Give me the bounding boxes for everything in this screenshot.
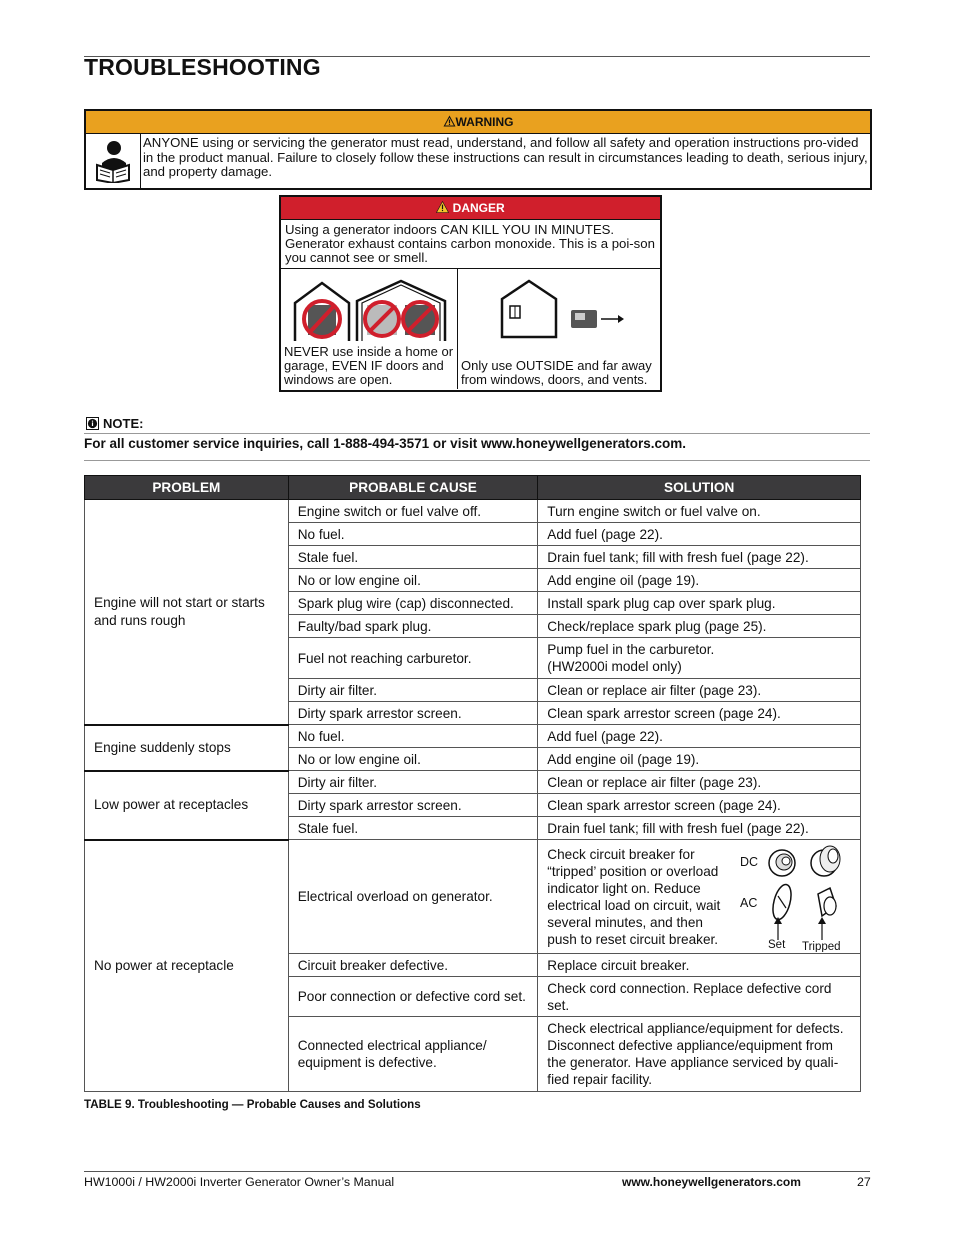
note-label-text: NOTE: [103, 416, 144, 431]
danger-title: DANGER [452, 201, 505, 215]
solution-cell: Clean or replace air filter (page 23). [538, 771, 861, 794]
header-probable-cause: PROBABLE CAUSE [288, 476, 538, 500]
solution-cell [538, 638, 861, 679]
header-problem: PROBLEM [85, 476, 289, 500]
troubleshooting-table [84, 475, 861, 1092]
no-indoor-use-pictogram [281, 275, 457, 345]
cause-cell: Stale fuel. [288, 546, 538, 569]
cause-cell: Fuel not reaching carburetor. [288, 638, 538, 679]
table-row [85, 771, 861, 794]
cause-cell: Dirty spark arrestor screen. [288, 794, 538, 817]
cause-cell: Poor connection or defective cord set. [288, 977, 538, 1017]
problem-cell: Engine suddenly stops [85, 725, 289, 771]
note-label [86, 416, 143, 431]
danger-header [281, 197, 660, 220]
cause-cell: Dirty air filter. [288, 679, 538, 702]
solution-cell: Add fuel (page 22). [538, 523, 861, 546]
table-caption: TABLE 9. Troubleshooting — Probable Causes and Solutions [84, 1098, 421, 1111]
solution-cell: Clean or replace air filter (page 23). [538, 679, 861, 702]
ac-breaker-tripped-icon [818, 888, 836, 940]
warning-title: WARNING [455, 115, 514, 129]
danger-message: Using a generator indoors CAN KILL YOU IN MINUTES. Generator exhaust contains carbon monoxide. This is a poi-son you cannot see or smell. [281, 220, 660, 269]
dc-label: DC [740, 855, 759, 869]
solution-cell: Drain fuel tank; fill with fresh fuel (page 22). [538, 817, 861, 840]
ac-label: AC [740, 896, 758, 910]
danger-box [279, 195, 662, 392]
cause-cell: No or low engine oil. [288, 748, 538, 771]
dc-breaker-tripped-icon [811, 846, 840, 876]
cause-cell: Faulty/bad spark plug. [288, 615, 538, 638]
table-row [85, 725, 861, 748]
cause-cell: Stale fuel. [288, 817, 538, 840]
breaker-solution-text: Check circuit breaker for “tripped’ position or overload indicator light on. Reduce electrical load on circuit, wait several minutes, and then push to reset circuit breaker. [547, 846, 721, 947]
problem-cell: No power at receptacle [85, 840, 289, 1092]
solution-cell: Add fuel (page 22). [538, 725, 861, 748]
circuit-breaker-figure [740, 844, 852, 952]
footer-rule [84, 1171, 870, 1172]
page-title: TROUBLESHOOTING [84, 54, 321, 80]
outdoor-use-pictogram [458, 275, 658, 345]
info-icon [86, 417, 99, 430]
cause-cell: Electrical overload on generator. [288, 840, 538, 954]
header-solution: SOLUTION [538, 476, 861, 500]
problem-cell: Engine will not start or starts and runs rough [85, 500, 289, 725]
dc-breaker-set-icon [769, 850, 795, 876]
solution-cell: Turn engine switch or fuel valve on. [538, 500, 861, 523]
page-number: 27 [857, 1175, 871, 1189]
cause-cell: Engine switch or fuel valve off. [288, 500, 538, 523]
cause-cell: Connected electrical appliance/ equipment is defective. [288, 1017, 538, 1092]
table-row [85, 500, 861, 523]
set-label: Set [768, 939, 786, 951]
cause-cell: Dirty air filter. [288, 771, 538, 794]
solution-cell: Install spark plug cap over spark plug. [538, 592, 861, 615]
danger-right-caption: Only use OUTSIDE and far away from windows, doors, and vents. [461, 358, 652, 387]
note-rule-bottom [84, 460, 870, 461]
cause-cell: Circuit breaker defective. [288, 954, 538, 977]
note-text: For all customer service inquiries, call 1-888-494-3571 or visit www.honeywellgenerators.com. [84, 436, 686, 451]
warning-box [84, 109, 872, 190]
solution-line: (HW2000i model only) [547, 659, 682, 674]
solution-cell: Add engine oil (page 19). [538, 748, 861, 771]
warning-triangle-icon [443, 115, 456, 127]
solution-cell [538, 840, 861, 954]
warning-header [86, 111, 870, 134]
read-manual-icon [86, 134, 141, 188]
cause-cell: Spark plug wire (cap) disconnected. [288, 592, 538, 615]
solution-cell: Replace circuit breaker. [538, 954, 861, 977]
note-rule-top [84, 433, 870, 434]
tripped-label: Tripped [802, 941, 841, 952]
danger-triangle-icon [436, 201, 449, 213]
footer-manual-title: HW1000i / HW2000i Inverter Generator Owner’s Manual [84, 1175, 395, 1189]
cause-cell: No or low engine oil. [288, 569, 538, 592]
table-row [85, 840, 861, 954]
footer-website-link[interactable]: www.honeywellgenerators.com [622, 1175, 801, 1189]
solution-cell: Add engine oil (page 19). [538, 569, 861, 592]
cause-cell: No fuel. [288, 725, 538, 748]
solution-cell: Check/replace spark plug (page 25). [538, 615, 861, 638]
cause-cell: No fuel. [288, 523, 538, 546]
solution-cell: Check cord connection. Replace defective cord set. [538, 977, 861, 1017]
solution-cell: Check electrical appliance/equipment for defects. Disconnect defective appliance/equipment from the generator. Have appliance serviced by quali-fied repair facility. [538, 1017, 861, 1092]
table-header-row [85, 476, 861, 500]
ac-breaker-set-icon [770, 883, 795, 940]
danger-left-caption: NEVER use inside a home or garage, EVEN IF doors and windows are open. [284, 344, 454, 387]
solution-cell: Drain fuel tank; fill with fresh fuel (page 22). [538, 546, 861, 569]
warning-text: ANYONE using or servicing the generator must read, understand, and follow all safety and operation instructions pro-vided in the product manual. Failure to closely follow these instructions can result in circumstances leading to death, serious injury, and property damage. [143, 135, 868, 179]
solution-cell: Clean spark arrestor screen (page 24). [538, 794, 861, 817]
solution-line: Pump fuel in the carburetor. [547, 642, 715, 657]
problem-cell: Low power at receptacles [85, 771, 289, 840]
cause-cell: Dirty spark arrestor screen. [288, 702, 538, 725]
solution-cell: Clean spark arrestor screen (page 24). [538, 702, 861, 725]
